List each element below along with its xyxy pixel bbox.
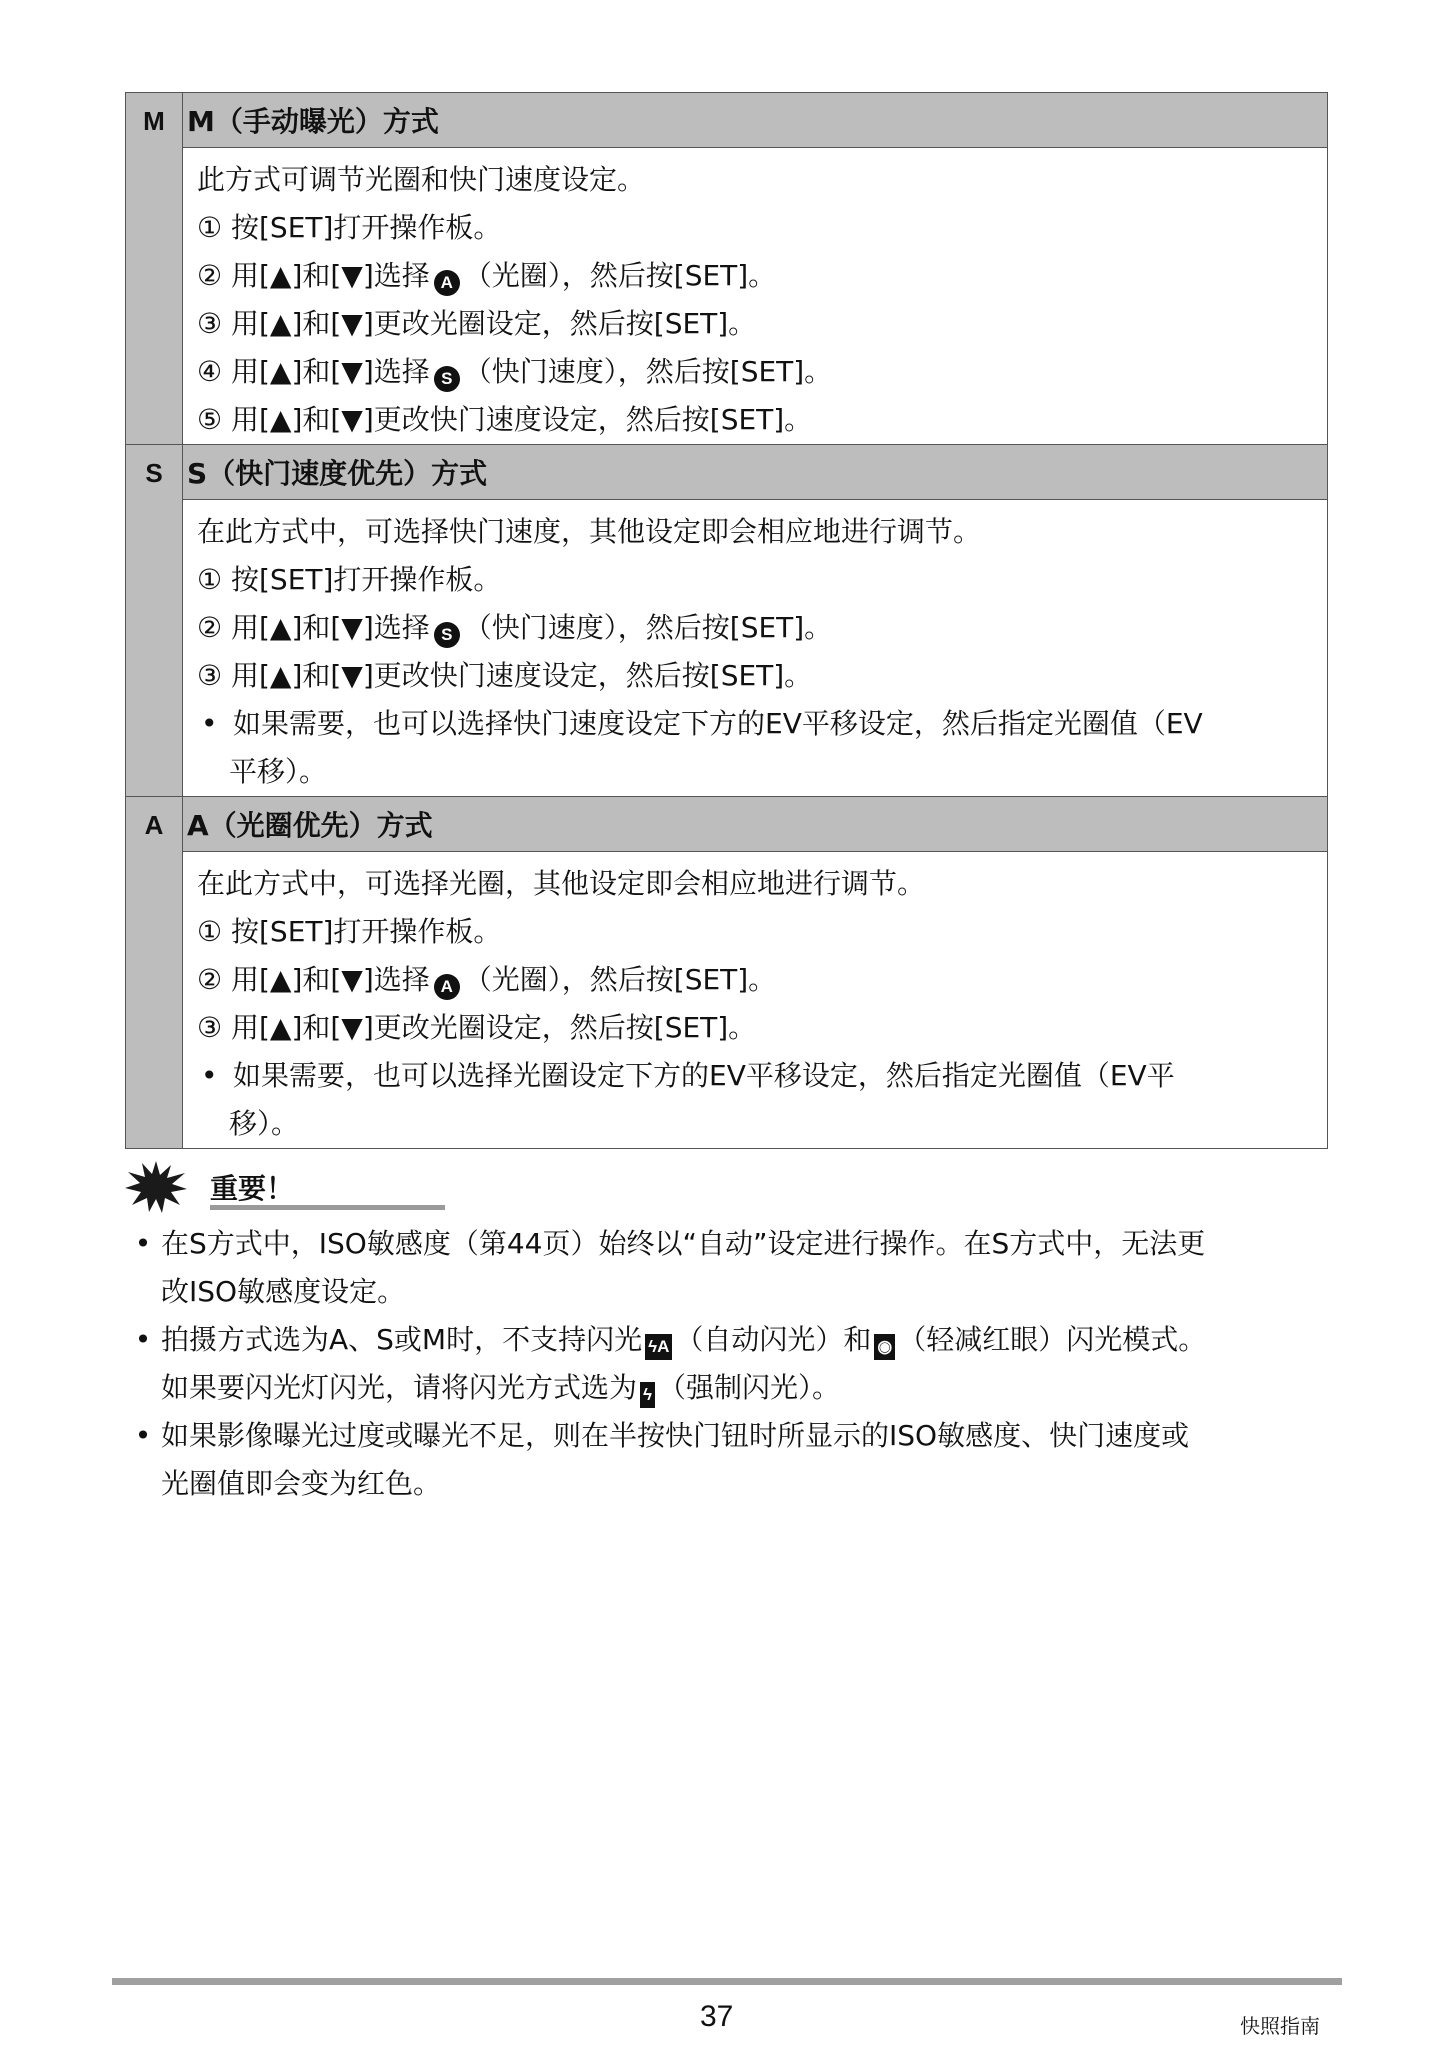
mode-s-step-2: ② 用[▲]和[▼]选择 S （快门速度），然后按[SET]。 [197, 604, 1313, 652]
footer-section-label: 快照指南 [1240, 2014, 1320, 2038]
aperture-icon: A [434, 270, 460, 296]
note-2-line-1: 拍摄方式选为A、S或M时，不支持闪光 ϟA （自动闪光）和 ◉ （轻减红眼）闪光模式。 [161, 1316, 1335, 1364]
mode-m-step-2: ② 用[▲]和[▼]选择 A （光圈），然后按[SET]。 [197, 252, 1313, 300]
mode-m-body [183, 148, 1328, 445]
mode-a-header-row [126, 797, 1328, 852]
mode-s-step-3: ③ 用[▲]和[▼]更改快门速度设定，然后按[SET]。 [197, 659, 813, 692]
mode-a-step-2: ② 用[▲]和[▼]选择 A （光圈），然后按[SET]。 [197, 956, 1313, 1004]
mode-m-step-5: ⑤ 用[▲]和[▼]更改快门速度设定，然后按[SET]。 [197, 403, 813, 436]
important-note-2 [125, 1316, 1335, 1412]
starburst-icon [125, 1161, 187, 1213]
shutter-speed-icon: S [434, 622, 460, 648]
mode-s-body [183, 500, 1328, 797]
auto-flash-icon: ϟA [645, 1334, 672, 1360]
important-underline [210, 1205, 445, 1210]
mode-m-letter-cell [126, 93, 183, 445]
mode-m-intro: 此方式可调节光圈和快门速度设定。 [197, 163, 646, 196]
mode-a-intro: 在此方式中，可选择光圈，其他设定即会相应地进行调节。 [197, 867, 926, 900]
mode-s-title: S（快门速度优先）方式 [183, 445, 1328, 500]
mode-s-body-row [126, 500, 1328, 797]
mode-s-letter: S [145, 458, 163, 488]
mode-s-step-1: ① 按[SET]打开操作板。 [197, 563, 502, 596]
mode-a-step-3: ③ 用[▲]和[▼]更改光圈设定，然后按[SET]。 [197, 1011, 757, 1044]
important-note-1 [125, 1220, 1335, 1316]
mode-a-note [197, 1052, 1313, 1100]
mode-a-note-line-1: 如果需要，也可以选择光圈设定下方的EV平移设定，然后指定光圈值（EV平 [233, 1059, 1175, 1092]
mode-a-body [183, 852, 1328, 1149]
important-heading [125, 1163, 325, 1211]
mode-a-title: A（光圈优先）方式 [183, 797, 1328, 852]
mode-a-letter: A [144, 810, 164, 840]
mode-s-intro: 在此方式中，可选择快门速度，其他设定即会相应地进行调节。 [197, 515, 982, 548]
shutter-speed-icon: S [434, 366, 460, 392]
mode-a-step-1: ① 按[SET]打开操作板。 [197, 915, 502, 948]
mode-a-note-line-2: 移）。 [229, 1107, 300, 1140]
mode-m-body-row [126, 148, 1328, 445]
aperture-icon: A [434, 974, 460, 1000]
red-eye-reduction-icon: ◉ [874, 1334, 895, 1360]
footer-rule [112, 1978, 1342, 1985]
bullet-icon: • [134, 1419, 152, 1452]
mode-a-letter-cell [126, 797, 183, 1149]
mode-s-note-line-2: 平移）。 [229, 755, 328, 788]
note-3-line-1: 如果影像曝光过度或曝光不足，则在半按快门钮时所显示的ISO敏感度、快门速度或 [161, 1419, 1190, 1452]
page-number: 37 [700, 2000, 734, 2033]
bullet-icon: • [134, 1323, 152, 1356]
mode-m-header-row [126, 93, 1328, 148]
forced-flash-icon: ϟ [640, 1382, 655, 1408]
bullet-icon: • [201, 707, 218, 740]
mode-s-header-row [126, 445, 1328, 500]
mode-s-note [197, 700, 1313, 748]
note-2-line-2: 如果要闪光灯闪光，请将闪光方式选为 ϟ （强制闪光）。 [161, 1364, 1335, 1412]
exposure-modes-table [125, 92, 1328, 1149]
bullet-icon: • [201, 1059, 218, 1092]
important-notes [125, 1220, 1335, 1508]
mode-m-letter: M [143, 106, 165, 136]
note-3-line-2: 光圈值即会变为红色。 [161, 1467, 442, 1500]
mode-m-title: M（手动曝光）方式 [183, 93, 1328, 148]
note-1-line-1: 在S方式中，ISO敏感度（第44页）始终以“自动”设定进行操作。在S方式中，无法更 [161, 1227, 1206, 1260]
mode-a-body-row [126, 852, 1328, 1149]
mode-s-letter-cell [126, 445, 183, 797]
note-1-line-2: 改ISO敏感度设定。 [161, 1275, 406, 1308]
mode-m-step-3: ③ 用[▲]和[▼]更改光圈设定，然后按[SET]。 [197, 307, 757, 340]
important-note-3 [125, 1412, 1335, 1508]
important-title: 重要！ [210, 1172, 295, 1205]
mode-s-note-line-1: 如果需要，也可以选择快门速度设定下方的EV平移设定，然后指定光圈值（EV [233, 707, 1203, 740]
mode-m-step-4: ④ 用[▲]和[▼]选择 S （快门速度），然后按[SET]。 [197, 348, 1313, 396]
mode-m-step-1: ① 按[SET]打开操作板。 [197, 211, 502, 244]
bullet-icon: • [134, 1227, 152, 1260]
